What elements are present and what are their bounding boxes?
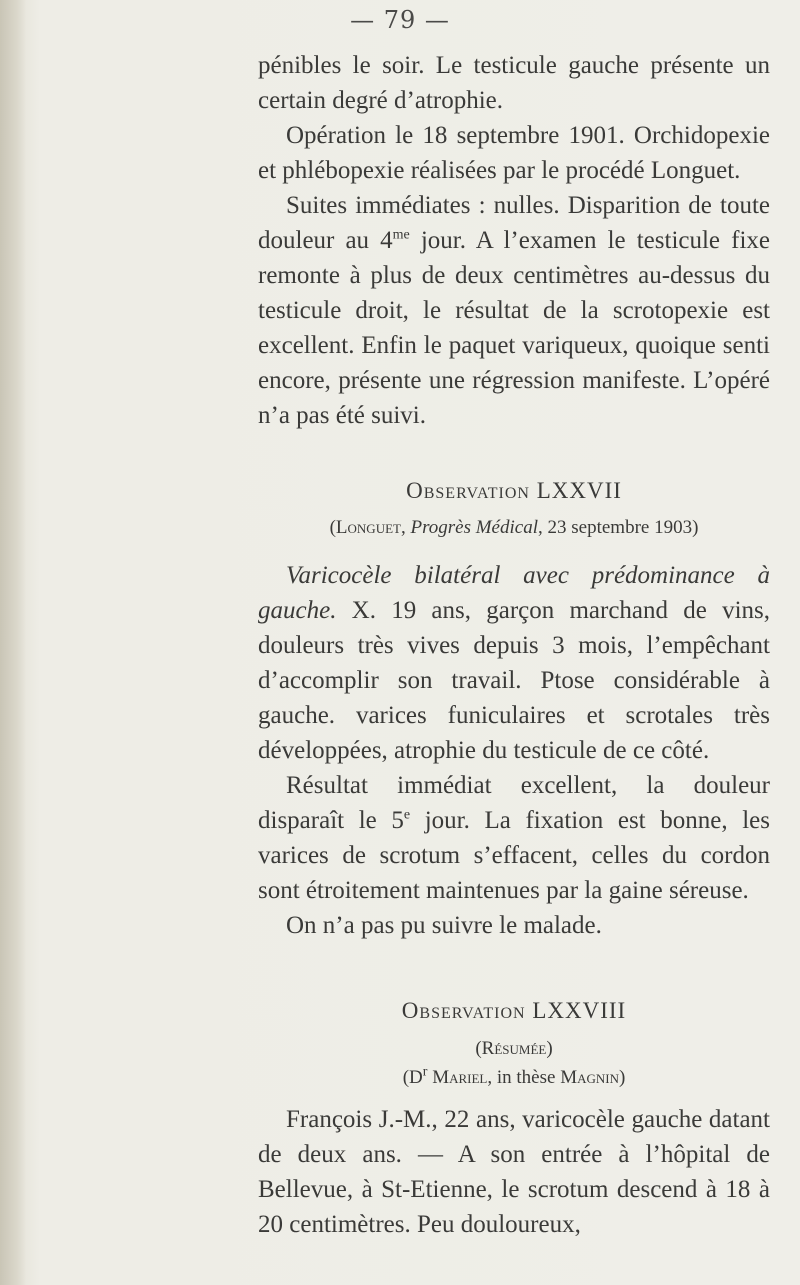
paragraph: pénibles le soir. Le testicule gauche présente un certain degré d’atrophie.	[258, 52, 770, 114]
section-heading: Observation LXXVIII	[401, 998, 627, 1023]
superscript: e	[403, 807, 411, 823]
text-run: X. 19 ans, garçon marchand de vins, douleurs très vives depuis 3 mois, l’empêchant d’accomplir son travail. Ptose considérable à gauche. varices funiculaires et scrotales très développées, atrophie du testicule de ce côté.	[258, 597, 770, 764]
ref-date: , 23 septembre 1903)	[538, 517, 699, 538]
paragraph: François J.-M., 22 ans, varicocèle gauche datant de deux ans. — A son entrée à l’hôpital de Bellevue, à St-Etienne, le scrotum descend à 18 à 20 centimètres. Peu douloureux,	[258, 1106, 770, 1238]
text-run: jour. La fixation est bonne, les varices de scrotum s’effacent, celles du cordon sont étroitement maintenues par la gaine séreuse.	[258, 807, 770, 904]
paragraph: On n’a pas pu suivre le malade.	[286, 912, 602, 939]
paragraph: Opération le 18 septembre 1901. Orchidopexie et phlébopexie réalisées par le procédé Longuet.	[258, 122, 770, 184]
section-heading: Observation LXXVII	[406, 478, 622, 503]
ref-journal: Progrès Médical	[410, 517, 538, 538]
superscript: me	[392, 227, 410, 243]
case-title: Varicocèle bilatéral avec prédominance à gauche.	[258, 562, 770, 624]
reference-line: (Longuet, Progrès Médical, 23 septembre 1903)	[329, 517, 699, 538]
paragraph	[258, 558, 770, 768]
paragraph	[258, 188, 770, 433]
reference-line: ($D^r$ Mariel, in thèse Magnin)	[402, 1064, 626, 1088]
section-subtitle: (Résumée)	[475, 1038, 553, 1059]
page-edge-shadow	[0, 0, 26, 1285]
ref-author: Longuet	[335, 517, 401, 538]
text-run: jour. A l’examen le testicule fixe remonte à plus de deux centimètres au-dessus du testicule droit, le résultat de la scrotopexie est excellent. Enfin le paquet variqueux, quoique senti encore, présente une régression manifeste. L’opéré n’a pas été suivi.	[258, 227, 770, 429]
page-body	[258, 48, 770, 1242]
page-number: — 79 —	[350, 6, 450, 34]
text-run: Suites immédiates : nulles. Disparition de toute douleur au 4	[258, 192, 770, 254]
text-run: Résultat immédiat excellent, la douleur disparaît le 5	[258, 772, 770, 834]
paragraph	[258, 768, 770, 908]
